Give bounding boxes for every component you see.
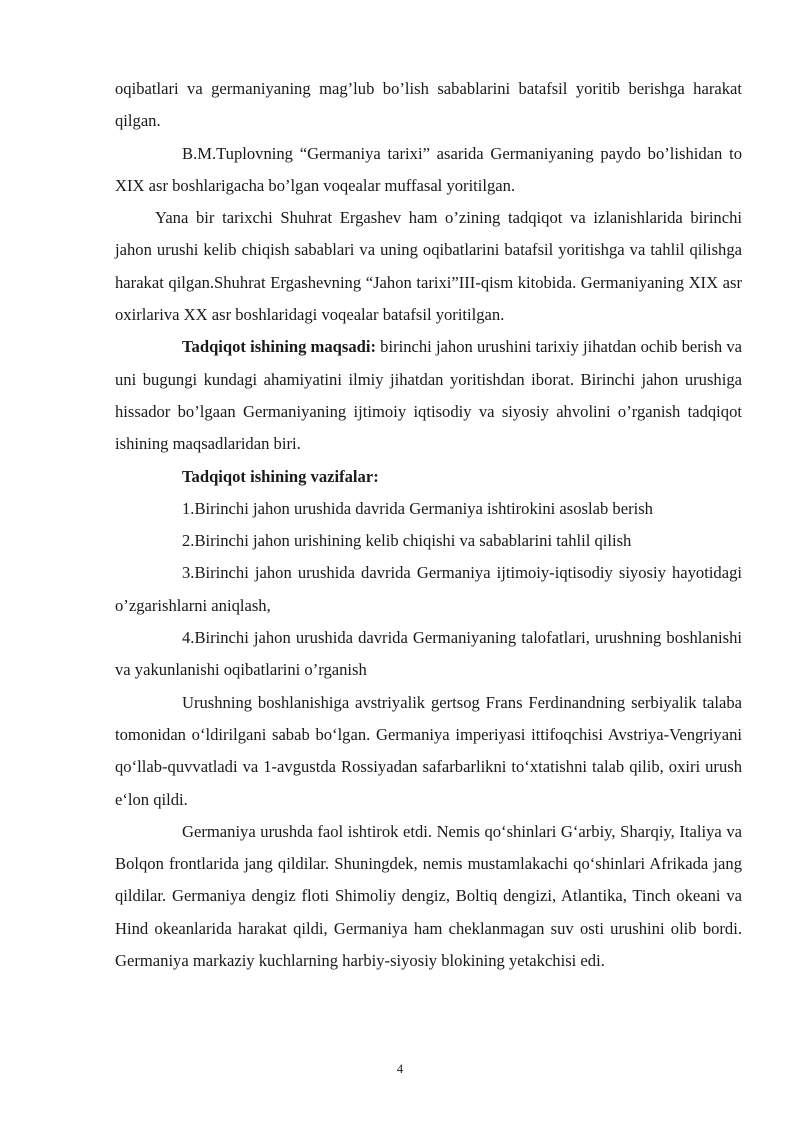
page-number: 4 (396, 1062, 404, 1076)
research-tasks-heading: Tadqiqot ishining vazifalar: (182, 466, 379, 486)
research-goal-heading: Tadqiqot ishining maqsadi: (182, 337, 377, 357)
research-goal-text: birinchi jahon urushini tarixiy jihatdan ochib berish va uni bugungi kundagi ahamiyatini ilmiy jihatdan yoritishdan iborat. Birinchi jahon urushiga hissador bo’lgaan Germaniyaning ijtimoiy iqtisodiy va siyosiy ahvolini o’rganish tadqiqot ishining maqsadlaridan biri. (115, 337, 742, 454)
paragraph-consequences: oqibatlari va germaniyaning mag’lub bo’lish sabablarini batafsil yoritib berishga harakat qilgan. (115, 79, 742, 131)
paragraph-tuplov: B.M.Tuplovning “Germaniya tarixi” asarida Germaniyaning paydo bo’lishidan to XIX asr boshlarigacha bo’lgan voqealar muffasal yoritilgan. (115, 143, 742, 195)
paragraph-war-start: Urushning boshlanishiga avstriyalik gertsog Frans Ferdinandning serbiyalik talaba tomonidan oʻldirilgani sabab boʻlgan. Germaniya imperiyasi ittifoqchisi Avstriya-Vengriyani qoʻllab-quvvatladi va 1-avgustda Rossiyadan safarbarlikni toʻxtatishni talab qilib, oxiri urush eʻlon qildi. (115, 692, 742, 809)
document-page (115, 73, 742, 977)
paragraph-research-goal (115, 331, 742, 460)
paragraph-germany-participation: Germaniya urushda faol ishtirok etdi. Nemis qoʻshinlari Gʻarbiy, Sharqiy, Italiya va Bolqon frontlarida jang qildilar. Shuningdek, nemis mustamlakachi qoʻshinlari Afrikada jang qildilar. Germaniya dengiz floti Shimoliy dengiz, Boltiq dengizi, Atlantika, Tinch okeani va Hind okeanlarida harakat qildi, Germaniya ham cheklanmagan suv osti urushini olib bordi. Germaniya markaziy kuchlarning harbiy-siyosiy blokining yetakchisi edi. (115, 821, 742, 971)
task-item-2: 2.Birinchi jahon urishining kelib chiqishi va sabablarini tahlil qilish (182, 531, 632, 551)
task-item-1: 1.Birinchi jahon urushida davrida Germaniya ishtirokini asoslab berish (182, 498, 653, 518)
task-item-3: 3.Birinchi jahon urushida davrida Germaniya ijtimoiy-iqtisodiy siyosiy hayotidagi o’zgarishlarni aniqlash, (115, 563, 742, 615)
paragraph-ergashev: Yana bir tarixchi Shuhrat Ergashev ham o’zining tadqiqot va izlanishlarida birinchi jahon urushi kelib chiqish sabablari va uning oqibatlarini batafsil yoritishga va tahlil qilishga harakat qilgan.Shuhrat Ergashevning “Jahon tarixi”III-qism kitobida. Germaniyaning XIX asr oxirlariva XX asr boshlaridagi voqealar batafsil yoritilgan. (115, 208, 742, 325)
task-item-4: 4.Birinchi jahon urushida davrida Germaniyaning talofatlari, urushning boshlanishi va yakunlanishi oqibatlarini o’rganish (115, 628, 742, 680)
